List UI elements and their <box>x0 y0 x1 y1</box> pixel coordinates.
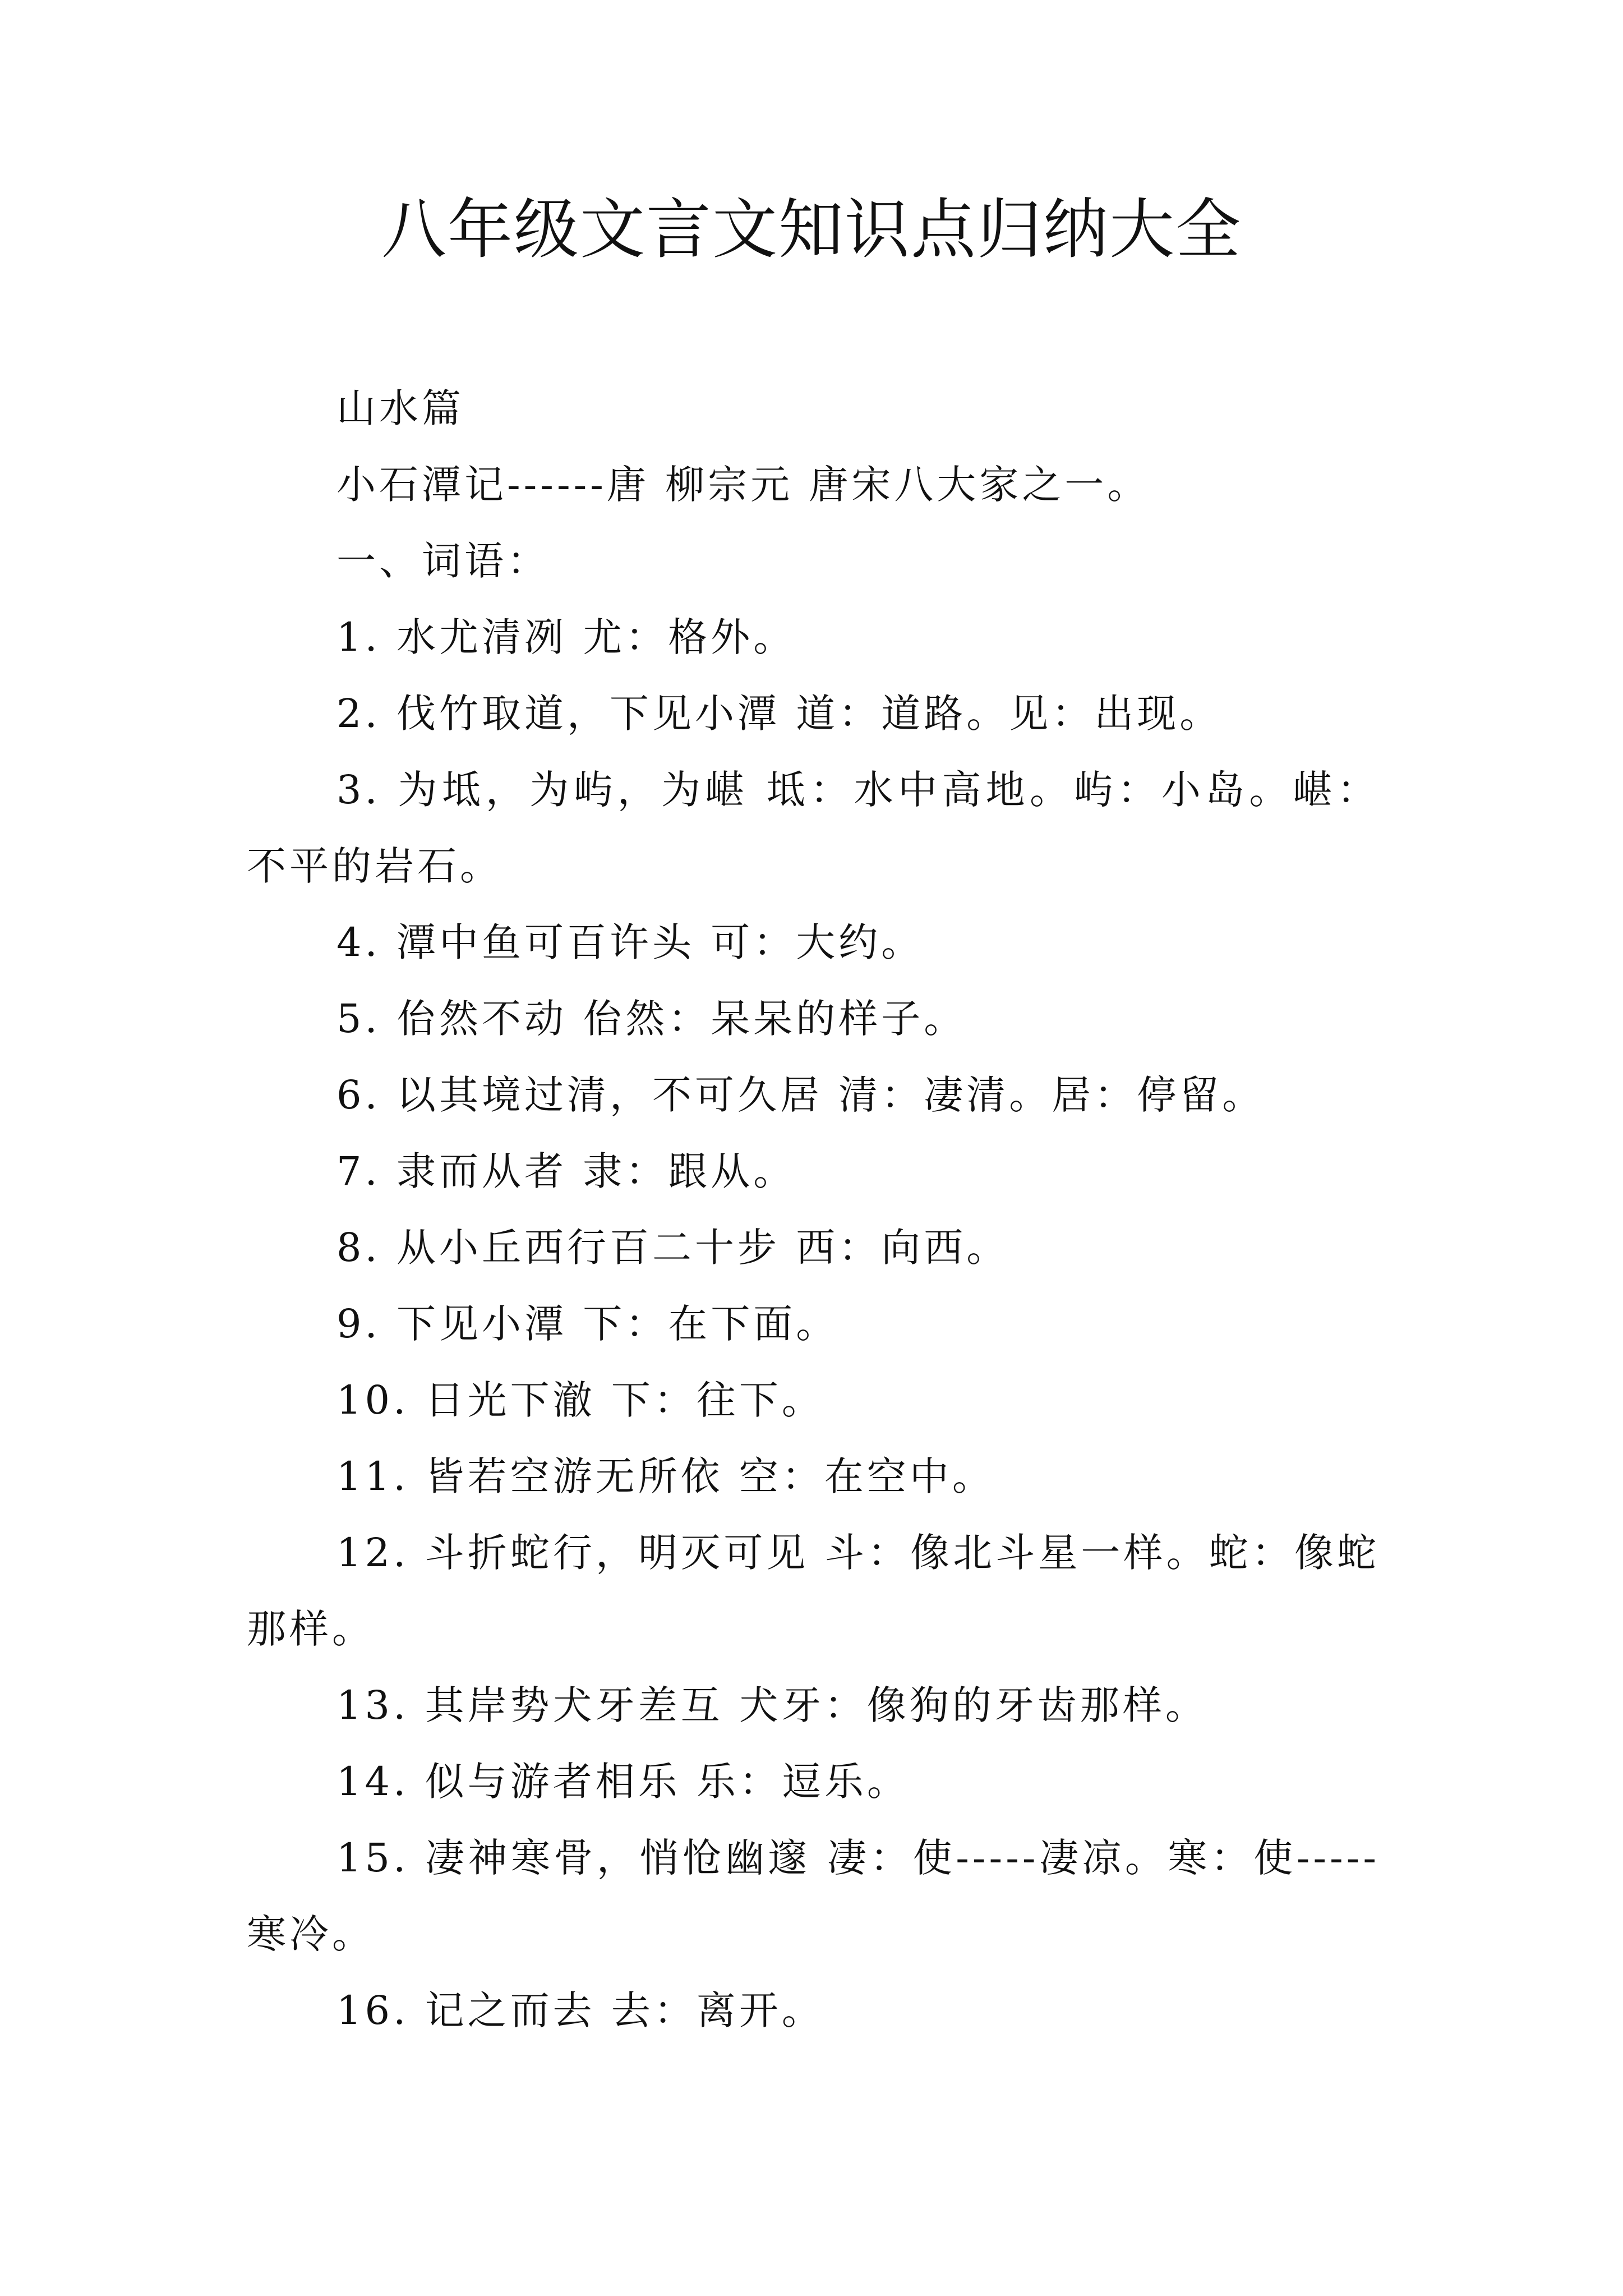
vocab-item: 14. 似与游者相乐 乐：逗乐。 <box>336 1759 910 1805</box>
document-body <box>247 370 1380 2049</box>
section-heading: 山水篇 <box>336 385 464 431</box>
vocab-item: 13. 其岸势犬牙差互 犬牙：像狗的牙齿那样。 <box>336 1682 1208 1728</box>
vocab-item: 15. 凄神寒骨，悄怆幽邃 凄：使-----凄凉。寒：使-----寒冷。 <box>247 1835 1380 1957</box>
vocab-item: 10. 日光下澈 下：往下。 <box>336 1377 824 1423</box>
text-title-line: 小石潭记------唐 柳宗元 唐宋八大家之一。 <box>336 462 1150 508</box>
vocab-item: 8. 从小丘西行百二十步 西：向西。 <box>336 1225 1009 1271</box>
vocab-item: 16. 记之而去 去：离开。 <box>336 1987 824 2033</box>
vocab-item: 12. 斗折蛇行，明灭可见 斗：像北斗星一样。蛇：像蛇那样。 <box>247 1530 1380 1652</box>
vocab-item: 9. 下见小潭 下：在下面。 <box>336 1301 839 1347</box>
vocab-item: 2. 伐竹取道，下见小潭 道：道路。见：出现。 <box>336 691 1223 737</box>
vocab-item: 7. 隶而从者 隶：跟从。 <box>336 1148 796 1194</box>
vocab-item: 4. 潭中鱼可百许头 可：大约。 <box>336 919 924 965</box>
vocab-item: 6. 以其境过清，不可久居 清：凄清。居：停留。 <box>336 1072 1265 1118</box>
document-title: 八年级文言文知识点归纳大全 <box>381 192 1242 268</box>
vocab-item: 11. 皆若空游无所依 空：在空中。 <box>336 1453 995 1499</box>
vocab-item: 1. 水尤清冽 尤：格外。 <box>336 614 796 660</box>
subsection-heading: 一、词语： <box>336 538 550 584</box>
vocab-item: 5. 佁然不动 佁然：呆呆的样子。 <box>336 996 967 1042</box>
vocab-item: 3. 为坻，为屿，为嵁 坻：水中高地。屿：小岛。嵁：不平的岩石。 <box>247 767 1380 889</box>
